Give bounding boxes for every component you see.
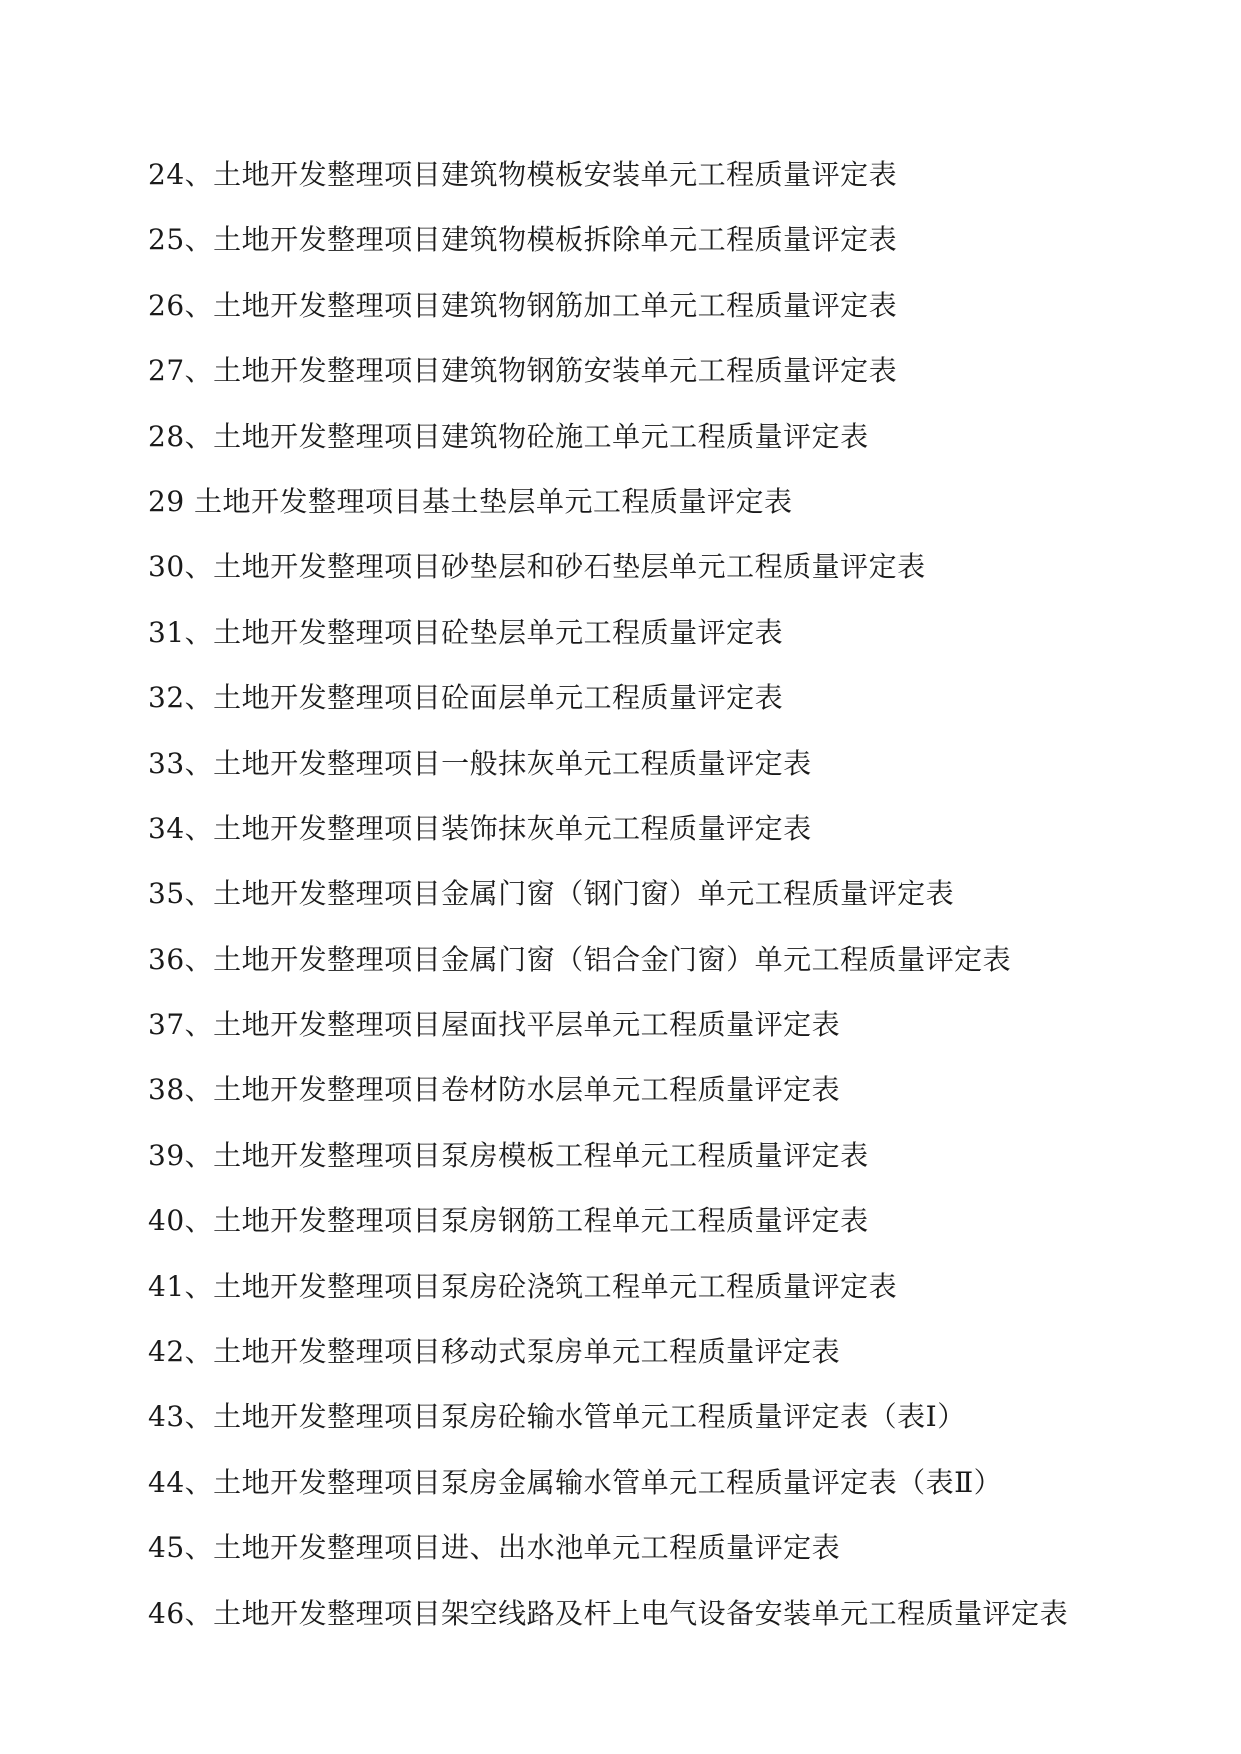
list-item: 27、土地开发整理项目建筑物钢筋安装单元工程质量评定表 bbox=[148, 354, 898, 388]
list-item: 43、土地开发整理项目泵房砼输水管单元工程质量评定表（表Ⅰ） bbox=[148, 1400, 966, 1434]
list-item: 32、土地开发整理项目砼面层单元工程质量评定表 bbox=[148, 681, 784, 715]
list-item: 34、土地开发整理项目装饰抹灰单元工程质量评定表 bbox=[148, 811, 812, 845]
list-item: 46、土地开发整理项目架空线路及杆上电气设备安装单元工程质量评定表 bbox=[148, 1596, 1069, 1630]
list-item: 37、土地开发整理项目屋面找平层单元工程质量评定表 bbox=[148, 1008, 841, 1042]
list-item: 39、土地开发整理项目泵房模板工程单元工程质量评定表 bbox=[148, 1138, 869, 1172]
list-item: 40、土地开发整理项目泵房钢筋工程单元工程质量评定表 bbox=[148, 1204, 869, 1238]
list-item: 42、土地开发整理项目移动式泵房单元工程质量评定表 bbox=[148, 1335, 841, 1369]
list-item: 25、土地开发整理项目建筑物模板拆除单元工程质量评定表 bbox=[148, 223, 898, 257]
list-item: 24、土地开发整理项目建筑物模板安装单元工程质量评定表 bbox=[148, 158, 898, 191]
list-item: 44、土地开发整理项目泵房金属输水管单元工程质量评定表（表Ⅱ） bbox=[148, 1465, 1003, 1499]
form-list bbox=[148, 150, 1148, 1654]
list-item: 36、土地开发整理项目金属门窗（铝合金门窗）单元工程质量评定表 bbox=[148, 942, 1012, 976]
list-item: 30、土地开发整理项目砂垫层和砂石垫层单元工程质量评定表 bbox=[148, 550, 926, 584]
list-item: 33、土地开发整理项目一般抹灰单元工程质量评定表 bbox=[148, 746, 812, 780]
list-item: 26、土地开发整理项目建筑物钢筋加工单元工程质量评定表 bbox=[148, 288, 898, 322]
list-item: 38、土地开发整理项目卷材防水层单元工程质量评定表 bbox=[148, 1073, 841, 1107]
list-item: 28、土地开发整理项目建筑物砼施工单元工程质量评定表 bbox=[148, 419, 869, 453]
list-item: 35、土地开发整理项目金属门窗（钢门窗）单元工程质量评定表 bbox=[148, 877, 955, 911]
list-item: 29 土地开发整理项目基土垫层单元工程质量评定表 bbox=[148, 484, 793, 518]
list-item: 31、土地开发整理项目砼垫层单元工程质量评定表 bbox=[148, 615, 784, 649]
list-item: 45、土地开发整理项目进、出水池单元工程质量评定表 bbox=[148, 1531, 841, 1565]
list-item: 41、土地开发整理项目泵房砼浇筑工程单元工程质量评定表 bbox=[148, 1269, 898, 1303]
